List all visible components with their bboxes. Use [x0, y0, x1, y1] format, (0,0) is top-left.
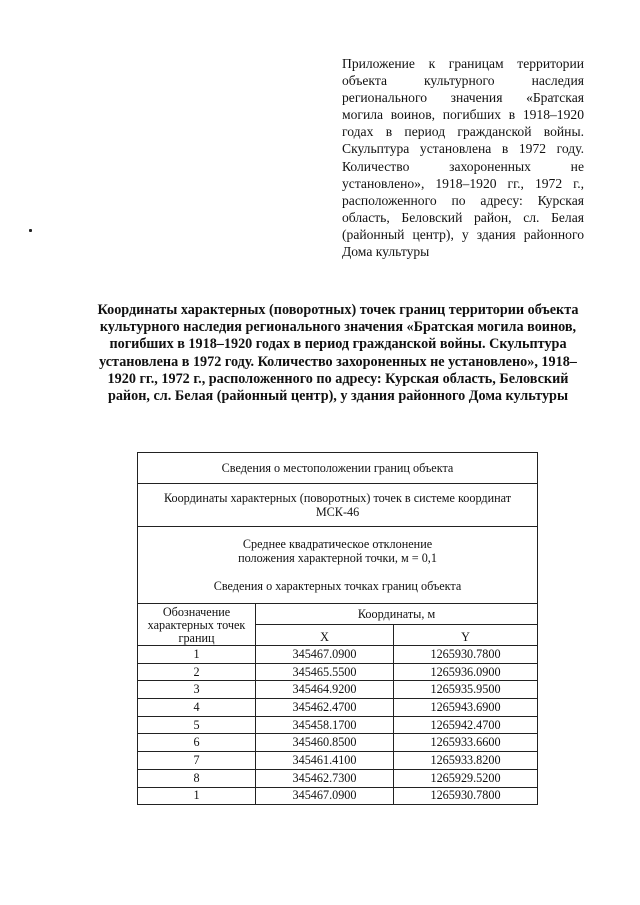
point-id-cell: 1 — [138, 646, 256, 664]
point-id-cell: 8 — [138, 769, 256, 787]
point-id-cell: 2 — [138, 663, 256, 681]
x-coordinate-cell: 345458.1700 — [256, 716, 394, 734]
point-id-cell: 5 — [138, 716, 256, 734]
x-coordinate-cell: 345464.9200 — [256, 681, 394, 699]
coordinates-table — [137, 452, 538, 805]
col-x-header: X — [256, 625, 394, 646]
x-coordinate-cell: 345462.7300 — [256, 769, 394, 787]
table-row — [138, 787, 538, 805]
y-coordinate-cell: 1265936.0900 — [394, 663, 538, 681]
header-deviation-block — [138, 527, 538, 604]
y-coordinate-cell: 1265929.5200 — [394, 769, 538, 787]
document-title: Координаты характерных (поворотных) точек границ территории объекта культурного наследия регионального значения «Братская могила воинов, погибших в 1918–1920 годах в период гражданской войны. Скульптура установлена в 1972 году. Количество захороненных не установлено», 1918–1920 гг., 1972 г., расположенного по адресу: Курская область, Беловский район, сл. Белая (районный центр), у здания районного Дома культуры — [97, 302, 579, 405]
point-id-cell: 6 — [138, 734, 256, 752]
x-coordinate-cell: 345467.0900 — [256, 646, 394, 664]
x-coordinate-cell: 345467.0900 — [256, 787, 394, 805]
y-coordinate-cell: 1265933.6600 — [394, 734, 538, 752]
header-coord-system: Координаты характерных (поворотных) точек в системе координат МСК-46 — [138, 484, 538, 527]
table-row — [138, 734, 538, 752]
table-row — [138, 699, 538, 717]
table-row — [138, 646, 538, 664]
point-id-cell: 4 — [138, 699, 256, 717]
y-coordinate-cell: 1265942.4700 — [394, 716, 538, 734]
col-designation-header: Обозначение характерных точек границ — [138, 604, 256, 646]
point-id-cell: 3 — [138, 681, 256, 699]
point-id-cell: 7 — [138, 752, 256, 770]
point-id-cell: 1 — [138, 787, 256, 805]
table-row — [138, 681, 538, 699]
table-row — [138, 663, 538, 681]
y-coordinate-cell: 1265943.6900 — [394, 699, 538, 717]
header-points-info: Сведения о характерных точках границ объекта — [213, 579, 462, 593]
x-coordinate-cell: 345462.4700 — [256, 699, 394, 717]
header-deviation-line1: Среднее квадратическое отклонение — [242, 537, 433, 551]
col-y-header: Y — [394, 625, 538, 646]
x-coordinate-cell: 345465.5500 — [256, 663, 394, 681]
header-location: Сведения о местоположении границ объекта — [138, 453, 538, 484]
header-deviation-line2: положения характерной точки, м = 0,1 — [238, 551, 437, 565]
table-row — [138, 752, 538, 770]
y-coordinate-cell: 1265933.8200 — [394, 752, 538, 770]
y-coordinate-cell: 1265935.9500 — [394, 681, 538, 699]
table-row — [138, 716, 538, 734]
table-row — [138, 769, 538, 787]
col-coordinates-header: Координаты, м — [256, 604, 538, 625]
scan-speck — [29, 229, 32, 232]
appendix-note: Приложение к границам территории объекта культурного наследия регионального значения «Братская могила воинов, погибших в 1918–1920 годах в период гражданской войны. Скульптура установлена в 1972 году. Количество захороненных не установлено», 1918–1920 гг., 1972 г., расположенного по адресу: Курская область, Беловский район, сл. Белая (районный центр), у здания районного Дома культуры — [342, 56, 584, 260]
x-coordinate-cell: 345461.4100 — [256, 752, 394, 770]
y-coordinate-cell: 1265930.7800 — [394, 787, 538, 805]
y-coordinate-cell: 1265930.7800 — [394, 646, 538, 664]
x-coordinate-cell: 345460.8500 — [256, 734, 394, 752]
